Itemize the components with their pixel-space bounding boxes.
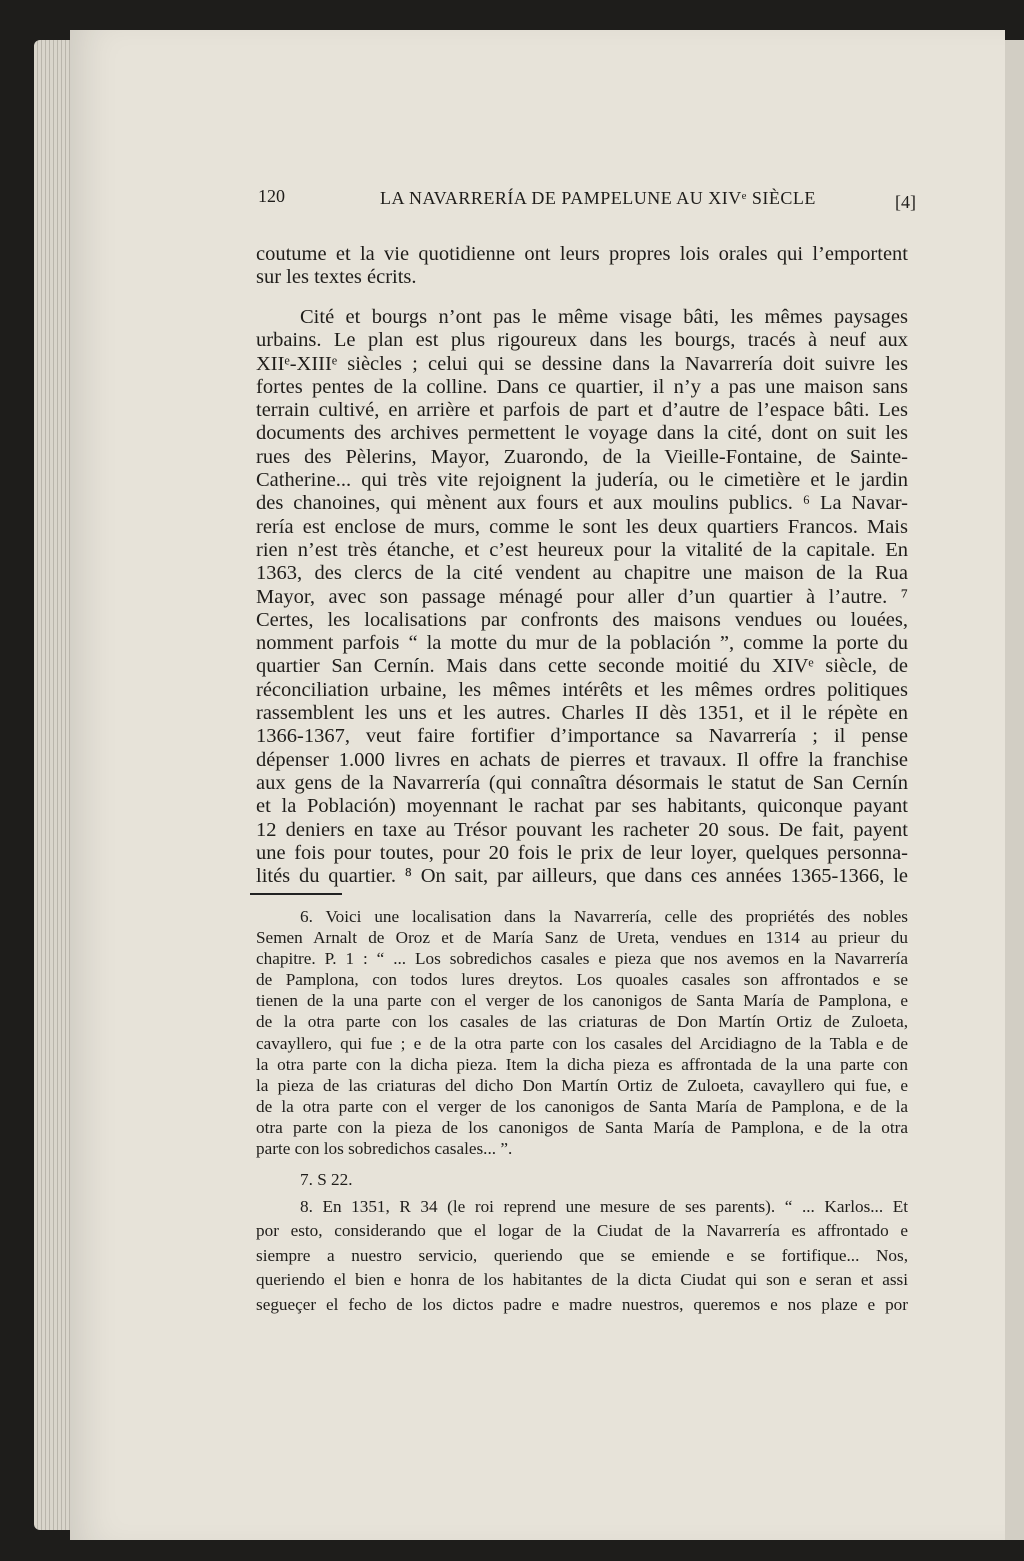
text-line: Catherine... qui très vite rejoignent la judería, ou le cimetière et le jardin [256,469,908,492]
paragraph-1 [256,243,908,290]
text-line: sur les textes écrits. [256,266,417,289]
text-line: réconciliation urbaine, les mêmes intérêts et les mêmes ordres politiques [256,678,908,701]
text-line: dépenser 1.000 livres en achats de pierres et travaux. Il offre la franchise [256,748,908,771]
text-line: de la otra parte con los casales de las criaturas de Don Martín Ortiz de Zuloeta, [256,1012,908,1032]
text-line: rassemblent les uns et les autres. Charles II dès 1351, et il le répète en [256,702,908,725]
footnote-8 [256,1195,908,1317]
text-line: une fois pour toutes, pour 20 fois le prix de leur loyer, quelques personna- [256,841,908,864]
text-line: documents des archives permettent le voyage dans la cité, dont on suit les [256,422,908,445]
text-line: chapitre. P. 1 : “ ... Los sobredichos casales e pieza que nos avemos en la Navarrería [256,949,908,969]
text-line: terrain cultivé, en arrière et parfois de part et d’autre de l’espace bâti. Les [256,399,908,422]
section-number: [4] [895,192,916,212]
text-line: 1363, des clercs de la cité vendent au chapitre une maison de la Rua [256,562,908,585]
text-line: cavayllero, qui fue ; e de la otra parte con los casales del Arcidiagno de la Tabla e de [256,1033,908,1053]
text-line: fortes pentes de la colline. Dans ce quartier, il n’y a pas une maison sans [256,375,908,398]
text-line: 1366-1367, veut faire fortifier d’importance sa Navarrería ; il pense [256,725,908,748]
text-line: 12 deniers en taxe au Trésor pouvant les racheter 20 sous. De fait, payent [256,818,908,841]
text-line: aux gens de la Navarrería (qui connaîtra désormais le statut de San Cernín [256,771,908,794]
text-line: 6. Voici une localisation dans la Navarrería, celle des propriétés des nobles [300,907,908,926]
text-line: rería est enclose de murs, comme le sont les deux quartiers Francos. Mais [256,515,908,538]
running-header [256,186,916,212]
text-line: rues des Pèlerins, Mayor, Zuarondo, de la Vieille-Fontaine, de Sainte- [256,445,908,468]
text-line: Cité et bourgs n’ont pas le même visage bâti, les mêmes paysages [300,306,908,328]
text-line: siempre a nuestro servicio, queriendo que se emiende e se fortifique... Nos, [256,1245,908,1265]
page-number: 120 [258,186,285,206]
text-line: quartier San Cernín. Mais dans cette seconde moitié du XIVᵉ siècle, de [256,655,908,678]
footnote-6 [256,906,908,1159]
text-line: 8. En 1351, R 34 (le roi reprend une mesure de ses parents). “ ... Karlos... Et [300,1197,908,1216]
text-line: de la otra parte con el verger de los canonigos de Santa María de Pamplona, e de la [256,1096,908,1116]
text-line: coutume et la vie quotidienne ont leurs propres lois orales qui l’emportent [256,243,908,265]
text-line: por esto, considerando que el logar de la Ciudat de la Navarrería es affrontado e [256,1221,908,1241]
text-line: nomment parfois “ la motte du mur de la población ”, comme la porte du [256,632,908,655]
text-line: et la Población) moyennant le rachat par ses habitants, quiconque payant [256,795,908,818]
text-line: XIIᵉ-XIIIᵉ siècles ; celui qui se dessine dans la Navarrería doit suivre les [256,352,908,375]
text-line: de Pamplona, con todos lures dreytos. Los quoales casales son affrontados e se [256,970,908,990]
text-line: 7. S 22. [300,1170,353,1189]
text-line: parte con los sobredichos casales... ”. [256,1139,513,1159]
running-title: LA NAVARRERÍA DE PAMPELUNE AU XIVᵉ SIÈCLE [380,188,816,208]
text-line: la pieza de las criaturas del dicho Don Martín Ortiz de Zuloeta, cavayllero qui fue, e [256,1075,908,1095]
text-line: queriendo el bien e honra de los habitantes de la dicta Ciudat qui son e seran et assi [256,1270,908,1290]
text-line: urbains. Le plan est plus rigoureux dans les bourgs, tracés à neuf aux [256,329,908,352]
text-line: la otra parte con la dicha pieza. Item la dicha pieza es affrontada de la una parte con [256,1054,908,1074]
text-line: otra parte con la pieza de los canonigos de Santa María de Pamplona, e de la otra [256,1117,908,1137]
text-line: segueçer el fecho de los dictos padre e madre nuestros, queremos e nos plaze e por [256,1294,908,1314]
text-line: lités du quartier. ⁸ On sait, par ailleurs, que dans ces années 1365-1366, le [256,865,908,888]
footnote-7 [256,1169,908,1190]
text-line: rien n’est très étanche, et c’est heureux pour la vitalité de la capitale. En [256,538,908,561]
text-line: des chanoines, qui mènent aux fours et aux moulins publics. ⁶ La Navar- [256,492,908,515]
footnote-separator [250,893,342,895]
text-line: Certes, les localisations par confronts des maisons vendues ou louées, [256,608,908,631]
text-line: tienen de la una parte con el verger de los canonigos de Santa María de Pamplona, e [256,991,908,1011]
text-line: Semen Arnalt de Oroz et de María Sanz de Ureta, vendues en 1314 au prieur du [256,928,908,948]
text-line: Mayor, avec son passage ménagé pour aller d’un quartier à l’autre. ⁷ [256,585,908,608]
paragraph-2 [256,306,908,888]
